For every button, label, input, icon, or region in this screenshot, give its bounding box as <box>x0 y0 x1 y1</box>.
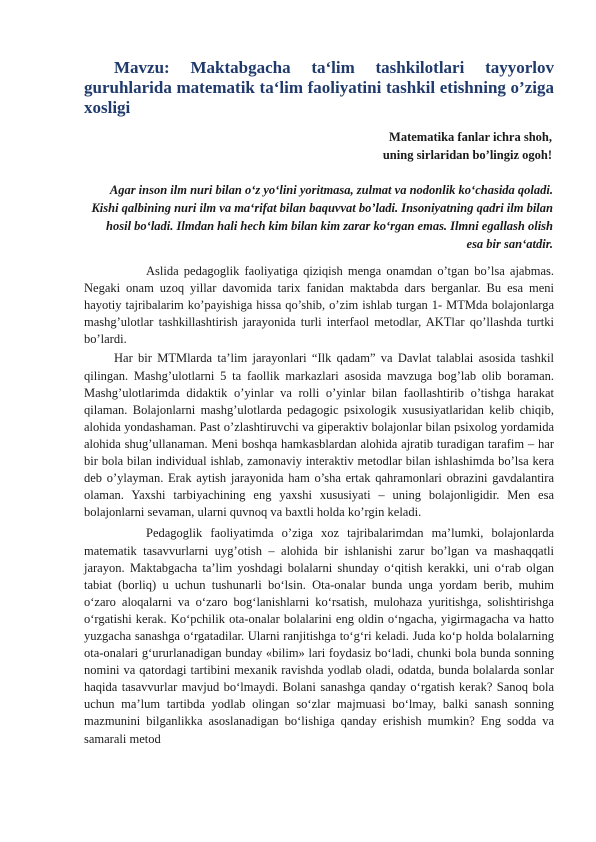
document-title: Mavzu: Maktabgacha ta‘lim tashkilotlari tayyorlov guruhlarida matematik ta‘lim faoliyatini tashkil etishning o’ziga xosligi <box>84 58 554 117</box>
paragraph: Aslida pedagoglik faoliyatiga qiziqish menga onamdan o’tgan bo’lsa ajabmas. Negaki onam uzoq yillar davomida tarix fanidan maktabda dars berganlar. Bu esa meni hayotiy tajribalarim ko’payishiga hissa qo’shib, o’zim ishlab turgan 1- MTMda bolajonlarga mashg’ulotlar tashkillashtirish jarayonida turli interfaol metodlar, AKTlar qo’llashda turtki bo’lardi. <box>84 264 554 347</box>
epigraph-line: uning sirlaridan bo’lingiz ogoh! <box>382 148 552 162</box>
epigraph <box>152 128 552 164</box>
quote-block: Agar inson ilm nuri bilan o‘z yo‘lini yoritmasa, zulmat va nodonlik ko‘chasida qoladi. Kishi qalbining nuri ilm va ma‘rifat bilan baquvvat bo’ladi. Insoniyatning qadri ilm bilan hosil bo‘ladi. Ilmdan hali hech kim bilan kim zarar ko‘rgan emas. Ilmni egallash olish esa bir san‘atdir. <box>91 183 553 251</box>
epigraph-line: Matematika fanlar ichra shoh, <box>389 130 552 144</box>
paragraph: Pedagoglik faoliyatimda o’ziga xoz tajribalarimdan ma’lumki, bolajonlarda matematik tasavvurlarni uyg’otish – alohida bir ishlanishi zarur bo’lgan va mashaqqatli jarayon. Maktabgacha ta’lim yoshdagi bolalarni shunday o‘qitish kerakki, uni o‘rab olgan tabiat (borliq) u uchun tushunarli bo‘lsin. Ota-onalar bunda unga yordam berib, muhim o‘zaro aloqalarni va o‘zaro bog‘lanishlarni ko‘rsatish, mulohaza yuritishga, solishtirishga o‘rgatishi kerak. Ko‘pchilik ota-onalar bolalarini eng oldin o‘ngacha, yigirmagacha va hatto yuzgacha sanashga o‘rgatadilar. Ularni ranjitishga to‘g‘ri keladi. Juda ko‘p holda bolalarning ota-onalari g‘ururlanadigan bunday «bilim» lari foydasiz bo‘ladi, chunki bola bunda sonning nomini va qatordagi tartibini mexanik ravishda yodlab oladi, odatda, bunda bolalarda sonlar haqida tasavvurlar mavjud bo‘lmaydi. Bolani sanashga qanday o‘rgatish kerak? Sanoq bola uchun ma’lum tartibda yodlab olingan so‘zlar majmuasi bo‘lmay, balki sanash sonning mazmunini bilganlikka asoslanadigan bo‘lishiga qanday erishish mumkin? Eng sodda va samarali metod <box>84 526 554 746</box>
body-text <box>84 263 554 748</box>
paragraph: Har bir MTMlarda ta’lim jarayonlari “Ilk qadam” va Davlat talablai asosida tashkil qilingan. Mashg’ulotlarni 5 ta faollik markazlari asosida mavzuga bog’lab olib boraman. Mashg’ulotlarimda didaktik o’yinlar va rolli o’yinlar bilan faollashtirib o’tishga harakat qilaman. Bolajonlarni mashg’ulotlarda pedagogic psixologik xususiyatlaridan kelib chiqib, alohida yondashaman. Past o’zlashtiruvchi va giperaktiv bolajonlar bilan psixolog yordamida alohida shug’ullanaman. Meni boshqa hamkasblardan alohida ajratib turadigan tarafim – har bir bola bilan individual ishlab, zamonaviy interaktiv metodlar bilan ishlashimda bo’lsa kera deb o’ylayman. Erak aytish jarayonida ham o’sha ertak qahramonlari obrazini gavdalantira olaman. Yaxshi tarbiyachining eng yaxshi xususiyati – uning bolajonligidir. Men esa bolajonlarni sevaman, ularni quvnoq va baxtli holda ko’rgin keladi. <box>84 351 554 520</box>
